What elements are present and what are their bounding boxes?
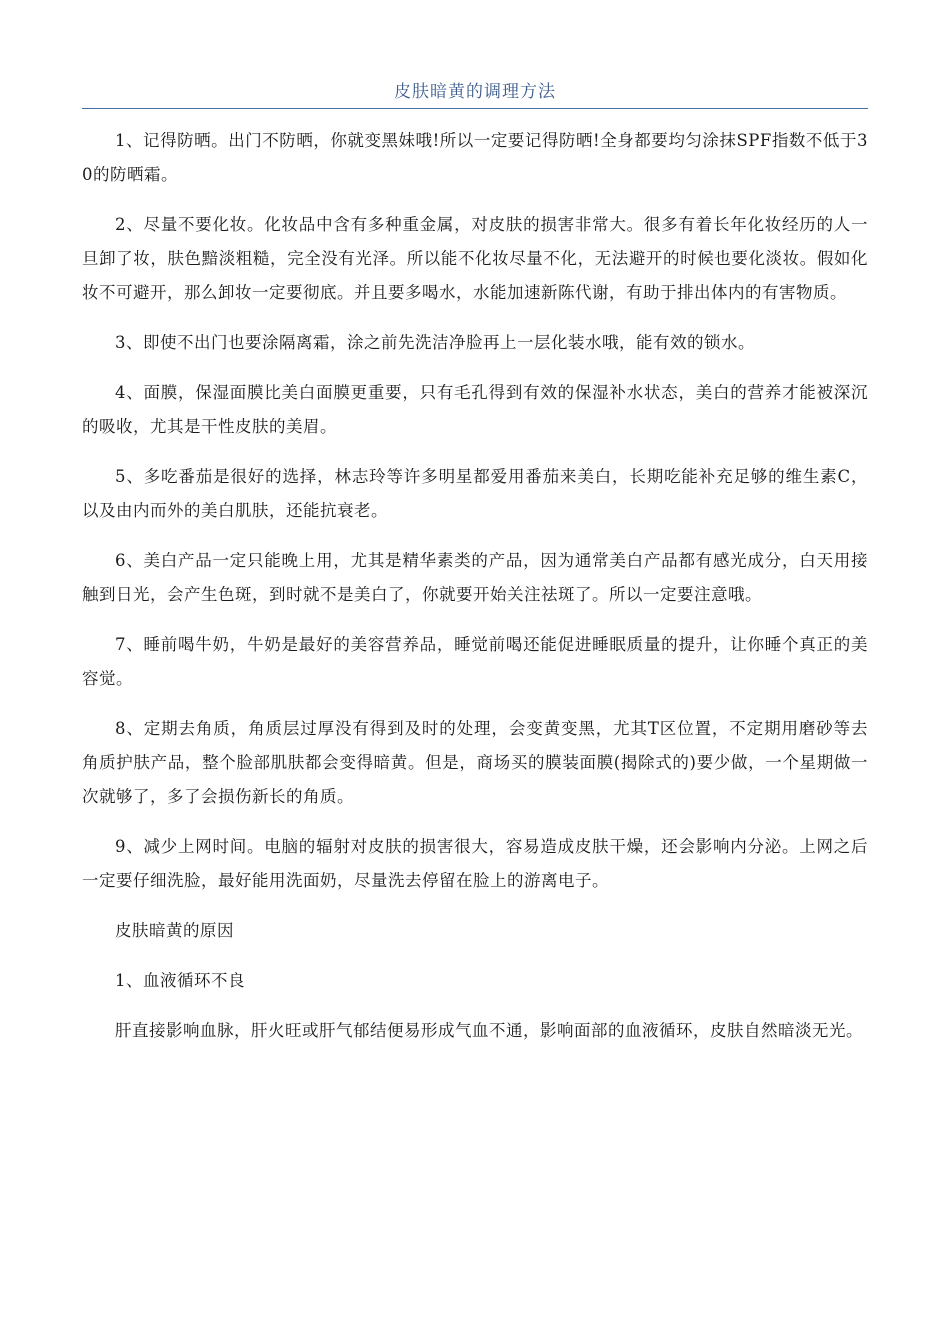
section-heading-causes: 皮肤暗黄的原因 — [115, 921, 234, 940]
cause-paragraph-1: 肝直接影响血脉，肝火旺或肝气郁结便易形成气血不通，影响面部的血液循环，皮肤自然暗淡无光。 — [115, 1021, 863, 1040]
paragraph-tip-5: 5、多吃番茄是很好的选择，林志玲等许多明星都爱用番茄来美白，长期吃能补充足够的维生素C，以及由内而外的美白肌肤，还能抗衰老。 — [82, 467, 868, 520]
paragraph-tip-4: 4、面膜，保湿面膜比美白面膜更重要，只有毛孔得到有效的保湿补水状态，美白的营养才能被深沉的吸收，尤其是干性皮肤的美眉。 — [82, 383, 868, 436]
title-underline — [82, 108, 868, 109]
paragraph-tip-2: 2、尽量不要化妆。化妆品中含有多种重金属，对皮肤的损害非常大。很多有着长年化妆经历的人一旦卸了妆，肤色黯淡粗糙，完全没有光泽。所以能不化妆尽量不化，无法避开的时候也要化淡妆。假如化妆不可避开，那么卸妆一定要彻底。并且要多喝水，水能加速新陈代谢，有助于排出体内的有害物质。 — [82, 215, 868, 302]
paragraph-tip-8: 8、定期去角质，角质层过厚没有得到及时的处理，会变黄变黑，尤其T区位置，不定期用磨砂等去角质护肤产品，整个脸部肌肤都会变得暗黄。但是，商场买的膜装面膜(揭除式的)要少做，一个星期做一次就够了，多了会损伤新长的角质。 — [82, 719, 868, 806]
paragraph-tip-9: 9、减少上网时间。电脑的辐射对皮肤的损害很大，容易造成皮肤干燥，还会影响内分泌。上网之后一定要仔细洗脸，最好能用洗面奶，尽量洗去停留在脸上的游离电子。 — [82, 837, 868, 890]
document-body — [82, 124, 868, 1064]
cause-heading-1: 1、血液循环不良 — [115, 971, 245, 990]
paragraph-tip-7: 7、睡前喝牛奶，牛奶是最好的美容营养品，睡觉前喝还能促进睡眠质量的提升，让你睡个真正的美容觉。 — [82, 635, 868, 688]
paragraph-tip-3: 3、即使不出门也要涂隔离霜，涂之前先洗洁净脸再上一层化装水哦，能有效的锁水。 — [115, 333, 755, 352]
paragraph-tip-1: 1、记得防晒。出门不防晒，你就变黑妹哦!所以一定要记得防晒!全身都要均匀涂抹SPF指数不低于30的防晒霜。 — [82, 131, 868, 184]
paragraph-tip-6: 6、美白产品一定只能晚上用，尤其是精华素类的产品，因为通常美白产品都有感光成分，白天用接触到日光，会产生色斑，到时就不是美白了，你就要开始关注祛斑了。所以一定要注意哦。 — [82, 551, 868, 604]
document-title: 皮肤暗黄的调理方法 — [394, 82, 556, 102]
